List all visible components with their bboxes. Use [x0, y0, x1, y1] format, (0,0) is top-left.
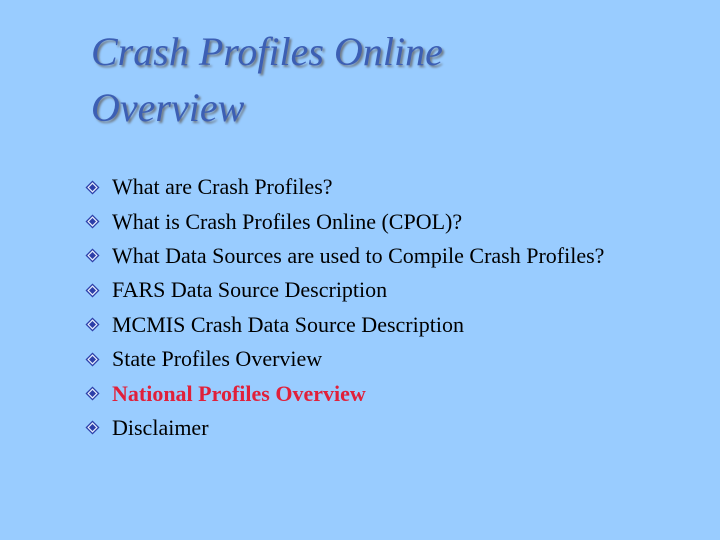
agenda-item-what-is-cpol[interactable] [84, 204, 604, 238]
agenda-item-label[interactable]: State Profiles Overview [112, 346, 323, 372]
agenda-item-label[interactable]: MCMIS Crash Data Source Description [112, 311, 464, 337]
agenda-item-fars-data-source[interactable] [84, 273, 604, 307]
agenda-item-mcmis-data-source[interactable] [84, 308, 604, 342]
diamond-bullet-icon [85, 180, 100, 195]
diamond-bullet-icon [85, 420, 100, 435]
diamond-bullet-icon [85, 352, 100, 367]
agenda-item-label[interactable]: Disclaimer [112, 414, 209, 440]
slide-title [91, 24, 443, 136]
agenda-item-label[interactable]: What Data Sources are used to Compile Crash Profiles? [112, 242, 605, 268]
slide-title-line-1: Crash Profiles Online [91, 29, 443, 74]
agenda-item-what-are-crash-profiles[interactable] [84, 170, 604, 204]
diamond-bullet-icon [85, 283, 100, 298]
agenda-item-data-sources[interactable] [84, 239, 604, 273]
slide-title-line-2: Overview [91, 85, 245, 130]
agenda-item-label[interactable]: FARS Data Source Description [112, 277, 388, 303]
agenda-item-disclaimer[interactable] [84, 411, 604, 445]
agenda-item-state-profiles[interactable] [84, 342, 604, 376]
agenda-item-label-highlighted[interactable]: National Profiles Overview [112, 380, 366, 406]
agenda-item-label[interactable]: What are Crash Profiles? [112, 174, 333, 200]
diamond-bullet-icon [85, 386, 100, 401]
agenda-item-national-profiles[interactable] [84, 376, 604, 410]
diamond-bullet-icon [85, 214, 100, 229]
diamond-bullet-icon [85, 248, 100, 263]
agenda-list [84, 170, 604, 445]
agenda-item-label[interactable]: What is Crash Profiles Online (CPOL)? [112, 208, 463, 234]
diamond-bullet-icon [85, 317, 100, 332]
